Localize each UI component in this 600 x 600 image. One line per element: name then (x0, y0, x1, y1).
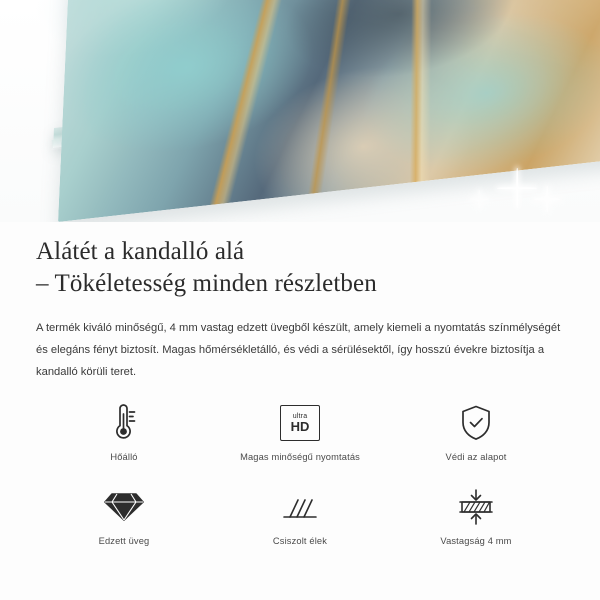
feature-label: Magas minőségű nyomtatás (240, 452, 360, 462)
feature-grid (36, 400, 564, 546)
feature-label: Edzett üveg (98, 536, 150, 546)
feature-item-polished-edges (212, 484, 388, 546)
feature-item-surface-protection (388, 400, 564, 462)
page-title (36, 236, 564, 300)
thermometer-icon (104, 400, 144, 446)
feature-label: Hőálló (110, 452, 138, 462)
ultra-hd-bottom-text: HD (290, 418, 310, 434)
feature-label: Vastagság 4 mm (440, 536, 512, 546)
polished-edges-icon (279, 484, 321, 530)
content-block (0, 222, 600, 395)
feature-label: Csiszolt élek (272, 536, 328, 546)
feature-item-heat-resistant (36, 400, 212, 462)
feature-label: Védi az alapot (445, 452, 507, 462)
shield-check-icon (456, 400, 496, 446)
diamond-icon (103, 484, 145, 530)
ultra-hd-top-text: ultra (292, 412, 308, 420)
headline-line-2: – Tökéletesség minden részletben (36, 270, 377, 297)
thickness-icon (454, 484, 498, 530)
ultra-hd-icon (280, 400, 320, 446)
feature-item-thickness (388, 484, 564, 546)
feature-item-tempered-glass (36, 484, 212, 546)
product-description: A termék kiváló minőségű, 4 mm vastag edzett üvegből készült, amely kiemeli a nyomtatás színmélységét és elegáns fényt biztosít. Magas hőmérsékletálló, és védi a sérülésektől, így hosszú évekre biztosítja a kandalló körüli teret. (36, 322, 561, 378)
hero-image (0, 0, 600, 222)
feature-item-print-quality (212, 400, 388, 462)
headline-line-1: Alátét a kandalló alá (36, 238, 245, 265)
